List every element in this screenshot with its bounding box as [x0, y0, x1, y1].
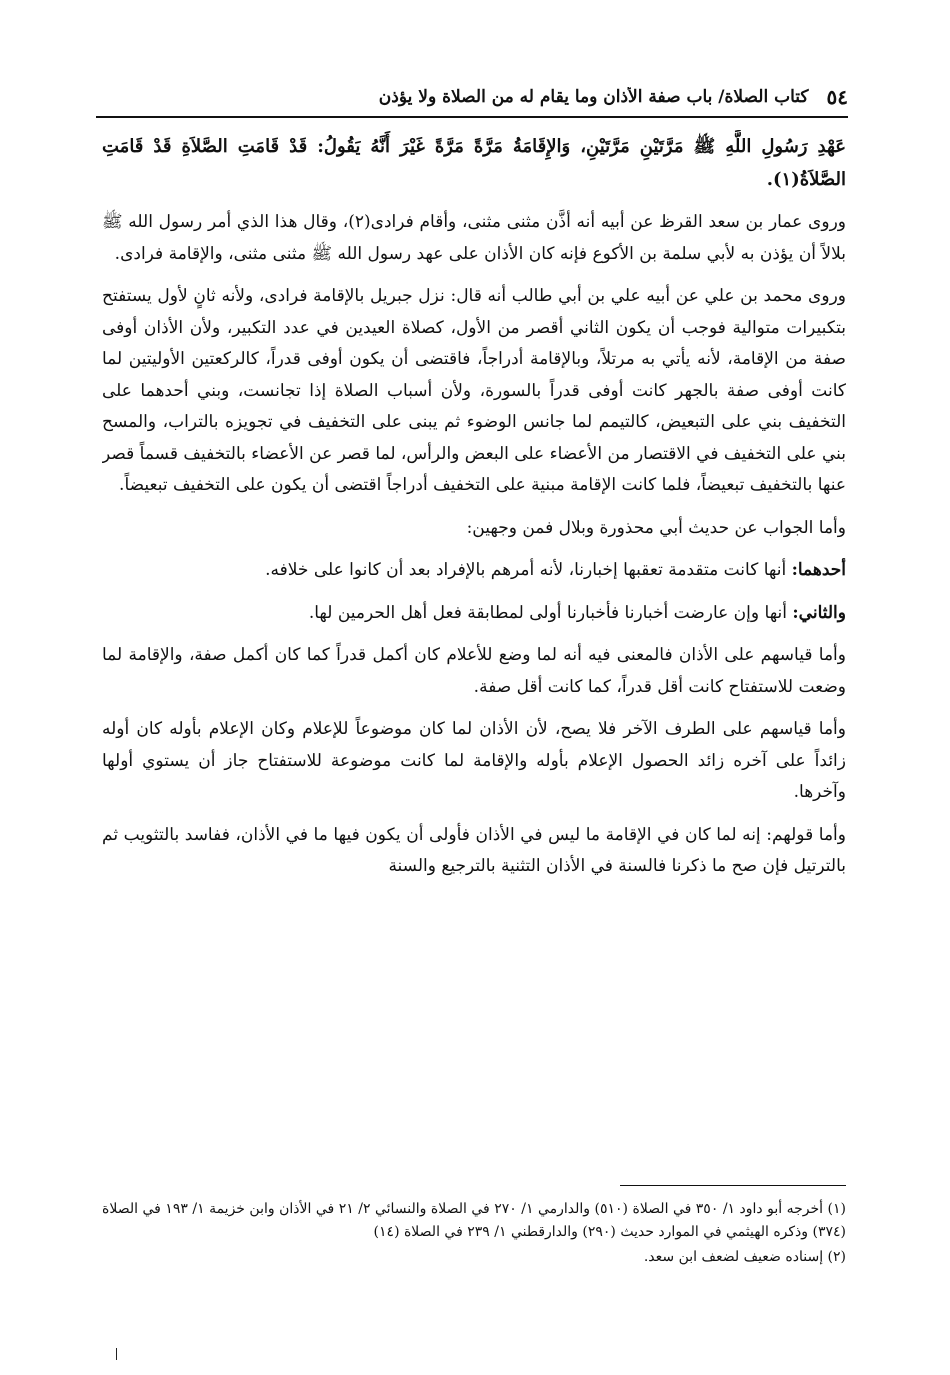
paragraph-second-reason	[102, 598, 846, 630]
page-header	[96, 82, 848, 118]
main-text	[102, 130, 846, 1170]
paragraph-their-saying: وأما قولهم: إنه لما كان في الإقامة ما ليس في الأذان فأولى أن يكون فيها ما في الأذان، ففاسد بالتثويب ثم بالترتيل فإن صح ما ذكرنا فالسنة في الأذان التثنية بالترجيع والسنة	[102, 824, 846, 876]
paragraph-first-reason	[102, 555, 846, 587]
second-reason-text: أنها وإن عارضت أخبارنا فأخبارنا أولى لمطابقة فعل أهل الحرمين لها.	[308, 602, 793, 623]
paragraph-answer-intro: وأما الجواب عن حديث أبي محذورة وبلال فمن وجهين:	[466, 517, 846, 538]
footnote-divider	[620, 1185, 846, 1186]
paragraph-ammar-narration: وروى عمار بن سعد القرظ عن أبيه أنه أذَّن مثنى مثنى، وأقام فرادى(٢)، وقال هذا الذي أمر رسول الله ﷺ بلالاً أن يؤذن به لأبي سلمة بن الأكوع فإنه كان الأذان على عهد رسول الله ﷺ مثنى مثنى، والإقامة فرادى.	[102, 212, 846, 264]
paragraph-muhammad-narration: وروى محمد بن علي عن أبيه علي بن أبي طالب أنه قال: نزل جبريل بالإقامة فرادى، ولأنه ثانٍ لأول يستفتح بتكبيرات متوالية فوجب أن يكون الثاني أقصر من الأول، كصلاة العيدين في عدد التكبير، ولأن الأذان أوفى صفة من الإقامة، لأنه يأتي به مرتلاً، وبالإقامة أدراجاً، فاقتضى أن يكون أوفى قدراً، كالركعتين الأوليتين لما كانت أوفى صفة بالجهر كانت أوفى قدراً بالسورة، ولأن أسباب الصلاة إذا تجانست، وبني أحدهما على التخفيف بني على التبعيض، كالتيمم لما جانس الوضوء ثم يبنى على التخفيف في تجويزه بالتراب، والمسح بني على التخفيف في الاقتصار من الأعضاء على البعض والرأس، لما قصر عن الأعضاء بالتخفيف قسماً قصر عنها بالتخفيف تبعيضاً، فلما كانت الإقامة مبنية على التخفيف أدراجاً اقتضى أن يكون على التخفيف تبعيضاً.	[102, 286, 846, 495]
paragraph-qiyas-other-end: وأما قياسهم على الطرف الآخر فلا يصح، لأن الأذان لما كان موضوعاً للإعلام وكان الإعلام بأوله كان أوله زائداً على آخره زائد الحصول الإعلام بأوله والإقامة لما كانت موضوعة للاستفتاح جاز أن يستوي أولها وآخرها.	[102, 719, 846, 802]
page-edge-mark	[116, 1348, 117, 1360]
first-reason-label: أحدهما:	[791, 560, 846, 580]
running-title: كتاب الصلاة/ باب صفة الأذان وما يقام له من الصلاة ولا يؤذن	[378, 87, 809, 107]
hadith-quote: عَهْدِ رَسُولِ اللَّهِ ﷺ مَرَّتَيْنِ مَرَّتَيْنِ، وَالإِقَامَةُ مَرَّةً مَرَّةً غَيْرَ أَنَّهُ يَقُولُ: قَدْ قَامَتِ الصَّلاَةِ قَدْ قَامَتِ الصَّلاَةُ(١).	[102, 136, 846, 190]
first-reason-text: أنها كانت متقدمة تعقبها إخبارنا، لأنه أمرهم بالإفراد بعد أن كانوا على خلافه.	[265, 560, 792, 580]
second-reason-label: والثاني:	[792, 602, 846, 623]
footnote-2: (٢) إسناده ضعيف لضعف ابن سعد.	[643, 1249, 846, 1265]
footnote-1: (١) أخرجه أبو داود ١/ ٣٥٠ في الصلاة (٥١٠) والدارمي ١/ ٢٧٠ في الصلاة والنسائي ٢/ ٢١ في الأذان وابن خزيمة ١/ ١٩٣ في الصلاة (٣٧٤) وذكره الهيثمي في الموارد حديث (٢٩٠) والدارقطني ١/ ٢٣٩ في الصلاة (١٤)	[102, 1201, 846, 1240]
paragraph-qiyas-adhan: وأما قياسهم على الأذان فالمعنى فيه أنه لما وضع للأعلام كان أكمل قدراً كما كان أكمل صفة، والإقامة لما وضعت للاستفتاح كانت أقل قدراً، كما كانت أقل صفة.	[102, 645, 846, 697]
page-number: ٥٤	[826, 85, 848, 109]
footnotes	[102, 1198, 846, 1324]
